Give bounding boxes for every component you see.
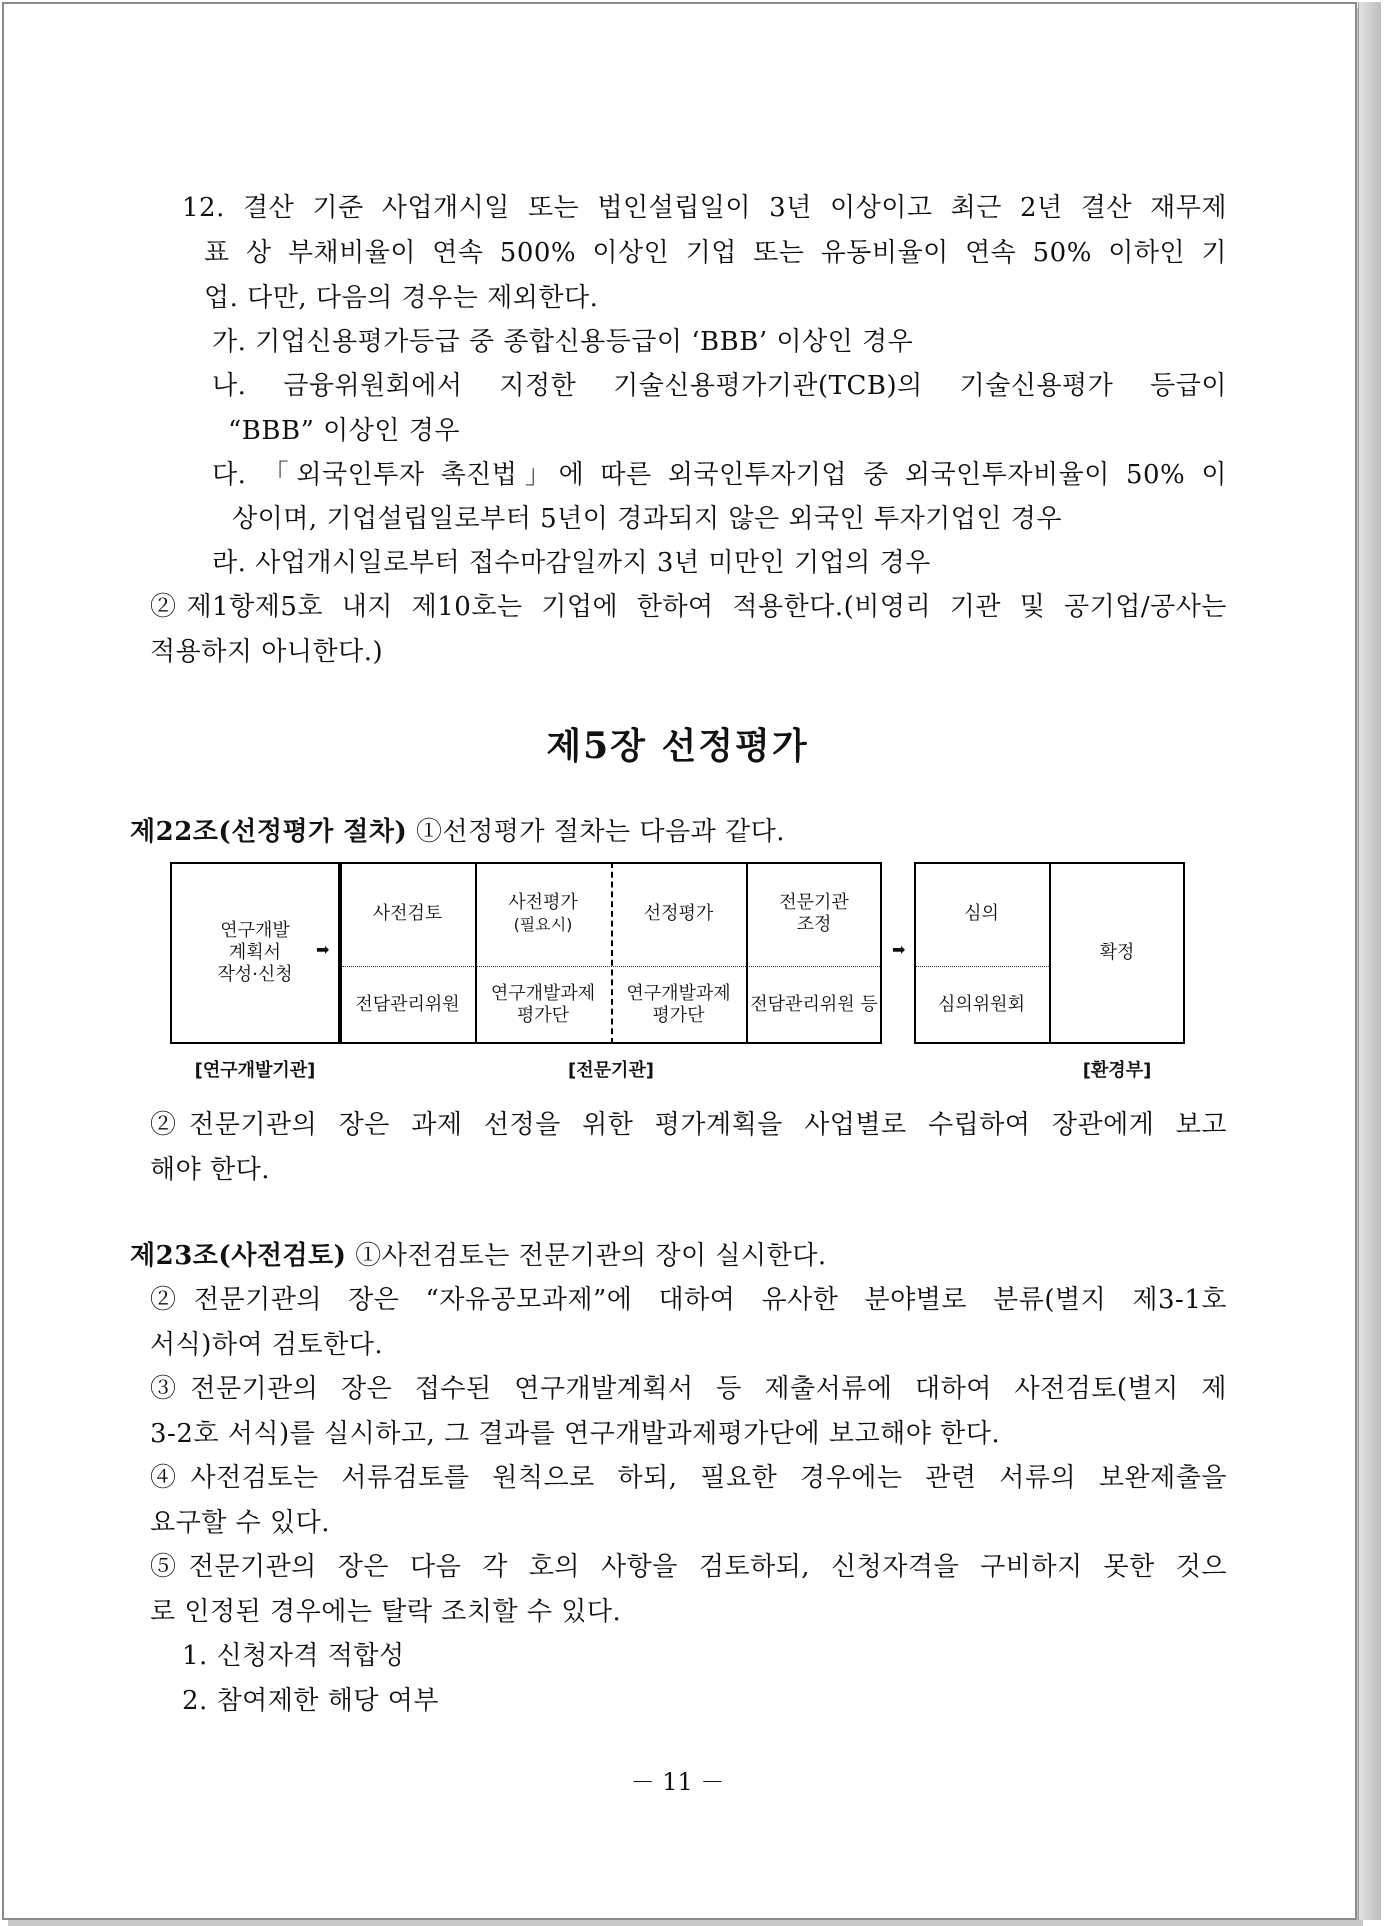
sub-item-na: 나. 금융위원회에서 지정한 기술신용평가기관(TCB)의 기술신용평가 등급이 bbox=[212, 371, 1227, 401]
list-item: 1. 신청자격 적합성 bbox=[182, 1641, 405, 1671]
paragraph-line: ②전문기관의 장은 과제 선정을 위한 평가계획을 사업별로 수립하여 장관에게 보고 bbox=[150, 1110, 1227, 1140]
paragraph-line: ④사전검토는 서류검토를 원칙으로 하되, 필요한 경우에는 관련 서류의 보완제출을 bbox=[150, 1463, 1227, 1493]
owner-line: 평가단 bbox=[652, 1005, 705, 1026]
paragraph-line: ⑤전문기관의 장은 다음 각 호의 사항을 검토하되, 신청자격을 구비하지 못한 것으 bbox=[150, 1552, 1227, 1582]
stage-deliberation: 심의 bbox=[964, 903, 999, 924]
stage-pre-evaluation bbox=[475, 862, 611, 966]
paragraph-line: 로 인정된 경우에는 탈락 조치할 수 있다. bbox=[150, 1597, 622, 1627]
arrow-right-icon: ➡ bbox=[892, 940, 906, 959]
article-23 bbox=[130, 1236, 827, 1276]
paragraph-line: 12. 결산 기준 사업개시일 또는 법인설립일이 3년 이상이고 최근 2년 결산 재무제 bbox=[182, 193, 1227, 223]
label-expert-agency: [전문기관] bbox=[567, 1060, 654, 1081]
stage-pre-evaluation-note: (필요시) bbox=[513, 915, 573, 934]
selection-process-diagram bbox=[170, 862, 1185, 1082]
paragraph-line: 업. 다만, 다음의 경우는 제외한다. bbox=[204, 283, 599, 313]
stage-pre-evaluation-owner bbox=[475, 966, 611, 1044]
sub-item-na-cont: “BBB” 이상인 경우 bbox=[228, 416, 461, 446]
article-22 bbox=[130, 812, 785, 852]
stage-agency-adjustment-owner: 전담관리위원 등 bbox=[750, 994, 878, 1015]
sub-item-ga: 가. 기업신용평가등급 중 종합신용등급이 ‘BBB’ 이상인 경우 bbox=[212, 327, 914, 357]
label-rnd-institution: [연구개발기관] bbox=[194, 1060, 316, 1081]
list-item: 2. 참여제한 해당 여부 bbox=[182, 1686, 440, 1716]
label-ministry: [환경부] bbox=[1082, 1060, 1152, 1081]
stage-selection-evaluation: 선정평가 bbox=[643, 903, 714, 924]
sub-item-da-cont: 상이며, 기업설립일로부터 5년이 경과되지 않은 외국인 투자기업인 경우 bbox=[232, 504, 1063, 534]
box-application-line: 연구개발 bbox=[220, 920, 290, 941]
paragraph-line: ②제1항제5호 내지 제10호는 기업에 한하여 적용한다.(비영리 기관 및 공기업/공사는 bbox=[150, 592, 1227, 622]
owner-line: 평가단 bbox=[516, 1005, 570, 1026]
stage-pre-review: 사전검토 bbox=[372, 903, 443, 924]
paragraph-line: 적용하지 아니한다.) bbox=[150, 637, 384, 667]
page-number: － 11 － bbox=[630, 1768, 725, 1796]
stage-agency-adjustment-line: 조정 bbox=[796, 914, 832, 935]
stage-pre-review-owner: 전담관리위원 bbox=[355, 994, 460, 1015]
paragraph-line: ③전문기관의 장은 접수된 연구개발계획서 등 제출서류에 대하여 사전검토(별지 제 bbox=[150, 1374, 1227, 1404]
sub-item-ra: 라. 사업개시일로부터 접수마감일까지 3년 미만인 기업의 경우 bbox=[212, 548, 931, 578]
stage-agency-adjustment bbox=[746, 862, 882, 966]
stage-confirmation: 확정 bbox=[1099, 942, 1135, 963]
stage-pre-evaluation-line: 사전평가 bbox=[508, 892, 578, 913]
paragraph-line: 3-2호 서식)를 실시하고, 그 결과를 연구개발과제평가단에 보고해야 한다. bbox=[150, 1419, 1001, 1449]
paragraph-line: 서식)하여 검토한다. bbox=[150, 1330, 384, 1360]
owner-line: 연구개발과제 bbox=[490, 983, 596, 1004]
box-application-line: 계획서 bbox=[228, 942, 282, 963]
box-application-text bbox=[170, 862, 340, 1044]
article-23-body: ①사전검토는 전문기관의 장이 실시한다. bbox=[346, 1241, 827, 1271]
paragraph-line: 요구할 수 있다. bbox=[150, 1508, 330, 1538]
article-22-body: ①선정평가 절차는 다음과 같다. bbox=[407, 817, 785, 847]
owner-line: 연구개발과제 bbox=[626, 983, 731, 1004]
stage-selection-evaluation-owner bbox=[611, 966, 746, 1044]
stage-agency-adjustment-line: 전문기관 bbox=[779, 892, 849, 913]
paragraph-line: ②전문기관의 장은 “자유공모과제”에 대하여 유사한 분야별로 분류(별지 제3-1호 bbox=[150, 1285, 1227, 1315]
chapter-title: 제5장 선정평가 bbox=[546, 725, 809, 767]
page-fold-edge bbox=[1358, 2, 1381, 1920]
sub-item-da: 다. 「외국인투자 촉진법」에 따른 외국인투자기업 중 외국인투자비율이 50% 이 bbox=[212, 460, 1227, 490]
paragraph-line: 해야 한다. bbox=[150, 1155, 270, 1185]
article-22-heading: 제22조(선정평가 절차) bbox=[130, 817, 408, 847]
box-application-line: 작성·신청 bbox=[217, 964, 293, 985]
paragraph-line: 표 상 부채비율이 연속 500% 이상인 기업 또는 유동비율이 연속 50% 이하인 기 bbox=[204, 238, 1227, 268]
stage-deliberation-owner: 심의위원회 bbox=[938, 994, 1025, 1015]
article-23-heading: 제23조(사전검토) bbox=[130, 1241, 347, 1271]
arrow-right-icon: ➡ bbox=[316, 940, 330, 959]
